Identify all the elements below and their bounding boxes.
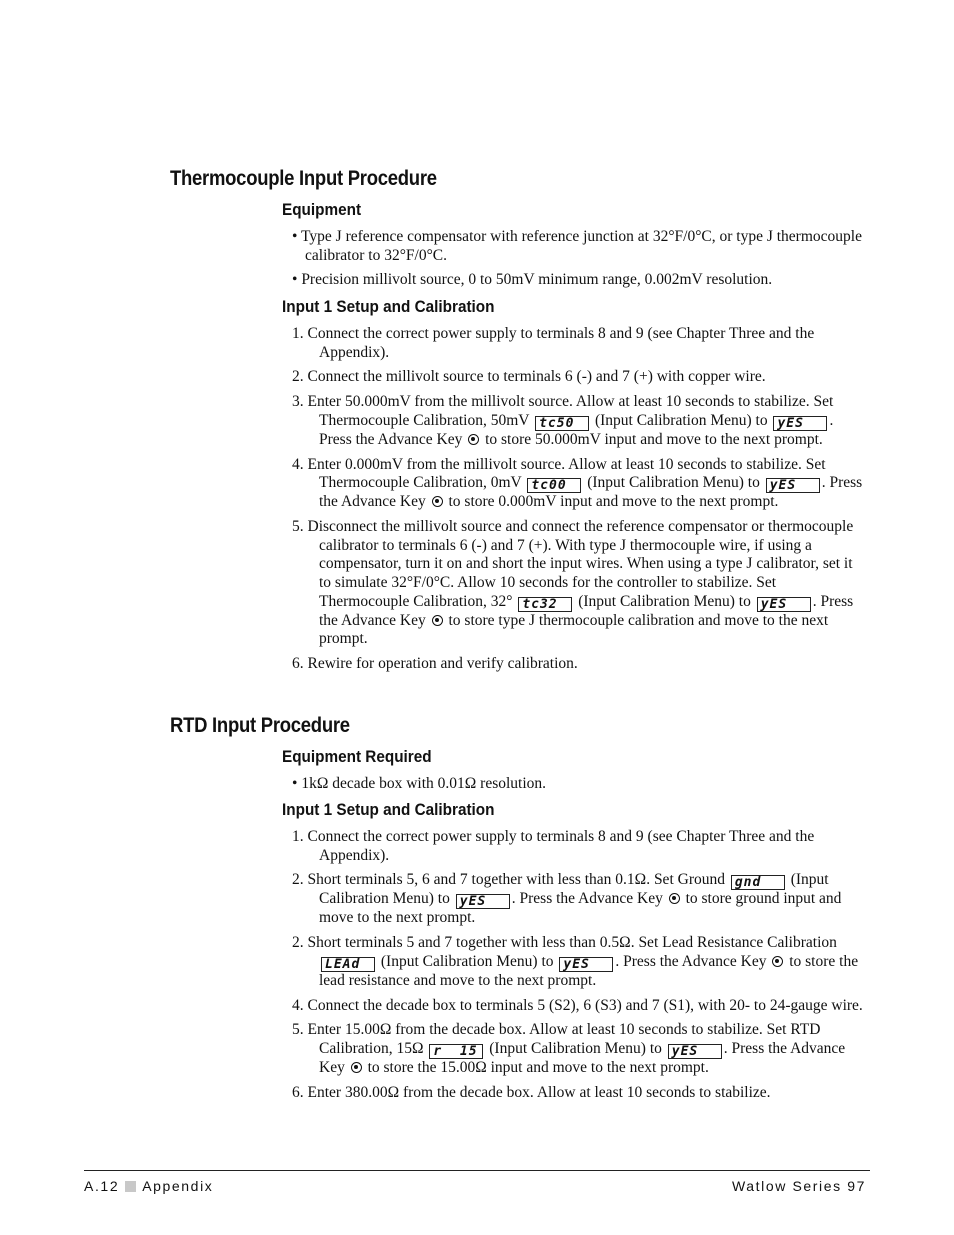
lcd-prompt-yes: yES <box>766 478 820 493</box>
section-title-thermocouple: Thermocouple Input Procedure <box>170 167 437 190</box>
advance-key-icon <box>669 893 680 904</box>
list-item: 2. Connect the millivolt source to terminals 6 (-) and 7 (+) with copper wire. <box>292 368 766 386</box>
footer-divider <box>84 1170 870 1171</box>
lcd-prompt-gnd: gnd <box>731 875 785 890</box>
list-item: 1. Connect the correct power supply to terminals 8 and 9 (see Chapter Three and the Appendix). <box>292 325 815 361</box>
advance-key-icon <box>432 615 443 626</box>
list-item: 1. Connect the correct power supply to terminals 8 and 9 (see Chapter Three and the Appendix). <box>292 828 815 864</box>
equipment-heading: Equipment Required <box>282 747 432 766</box>
footer-left <box>84 1178 213 1194</box>
advance-key-icon <box>772 956 783 967</box>
advance-key-icon <box>432 496 443 507</box>
lcd-prompt-lead: LEAd <box>321 957 375 972</box>
lcd-prompt-tc50: tc50 <box>535 416 589 431</box>
steps-list <box>292 828 868 1102</box>
lcd-prompt-tc00: tc00 <box>527 478 581 493</box>
list-item: 3. Enter 50.000mV from the millivolt source. Allow at least 10 seconds to stabilize. Set Thermocouple Calibration, 50mV tc50 (Input Calibration Menu) to yES . Press the Advance Key to store 50.000mV input and move to the next prompt. <box>292 393 834 448</box>
advance-key-icon <box>468 434 479 445</box>
list-item: • Type J reference compensator with reference junction at 32°F/0°C, or type J thermocouple calibrator to 32°F/0°C. <box>292 228 862 264</box>
page-number: A.12 <box>84 1178 120 1194</box>
list-item: 5. Enter 15.00Ω from the decade box. Allow at least 10 seconds to stabilize. Set RTD Calibration, 15Ω r 15 (Input Calibration Menu) to yES . Press the Advance Key to store the 15.00Ω input and move to the next prompt. <box>292 1021 846 1076</box>
list-item: 2. Short terminals 5, 6 and 7 together with less than 0.1Ω. Set Ground gnd (Input Calibration Menu) to yES . Press the Advance Key to store ground input and move to the next prompt. <box>292 871 842 927</box>
lcd-prompt-tc32: tc32 <box>518 597 572 612</box>
list-item: 4. Connect the decade box to terminals 5 (S2), 6 (S3) and 7 (S1), with 20- to 24-gauge wire. <box>292 996 863 1014</box>
lcd-prompt-yes: yES <box>559 957 613 972</box>
setup-heading: Input 1 Setup and Calibration <box>282 800 495 819</box>
lcd-prompt-r15: r 15 <box>429 1044 483 1059</box>
equipment-list <box>292 228 868 290</box>
lcd-prompt-yes: yES <box>456 894 510 909</box>
lcd-prompt-yes: yES <box>773 416 827 431</box>
footer-section: Appendix <box>142 1178 214 1194</box>
advance-key-icon <box>351 1062 362 1073</box>
footer-product: Watlow Series 97 <box>731 1178 866 1194</box>
setup-heading: Input 1 Setup and Calibration <box>282 297 495 316</box>
list-item: • 1kΩ decade box with 0.01Ω resolution. <box>292 775 547 792</box>
list-item: 6. Rewire for operation and verify calibration. <box>292 655 578 673</box>
list-item: 5. Disconnect the millivolt source and connect the reference compensator or thermocouple calibrator to terminals 6 (-) and 7 (+). With type J thermocouple wire, if using a compensator, turn it on and short the input wires. When using a type J calibrator, set it to simulate 32°F/0°C. Allow 10 seconds for the controller to stabilize. Set Thermocouple Calibration, 32° tc32 (Input Calibration Menu) to yES . Press the Advance Key to store type J thermocouple calibration and move to the next prompt. <box>292 517 854 648</box>
equipment-heading: Equipment <box>282 200 362 219</box>
lcd-prompt-yes: yES <box>668 1044 722 1059</box>
list-item: 4. Enter 0.000mV from the millivolt source. Allow at least 10 seconds to stabilize. Set Thermocouple Calibration, 0mV tc00 (Input Calibration Menu) to yES . Press the Advance Key to store 0.000mV input and move to the next prompt. <box>292 455 863 511</box>
list-item: • Precision millivolt source, 0 to 50mV minimum range, 0.002mV resolution. <box>292 271 773 289</box>
square-bullet-icon <box>125 1181 136 1192</box>
equipment-list <box>292 775 868 794</box>
steps-list <box>292 325 868 674</box>
list-item: 2. Short terminals 5 and 7 together with less than 0.5Ω. Set Lead Resistance Calibration LEAd (Input Calibration Menu) to yES . Press the Advance Key to store the lead resistance and move to the next prompt. <box>292 934 859 989</box>
section-title-rtd: RTD Input Procedure <box>170 714 350 737</box>
list-item: 6. Enter 380.00Ω from the decade box. Allow at least 10 seconds to stabilize. <box>292 1083 771 1101</box>
lcd-prompt-yes: yES <box>757 597 811 612</box>
